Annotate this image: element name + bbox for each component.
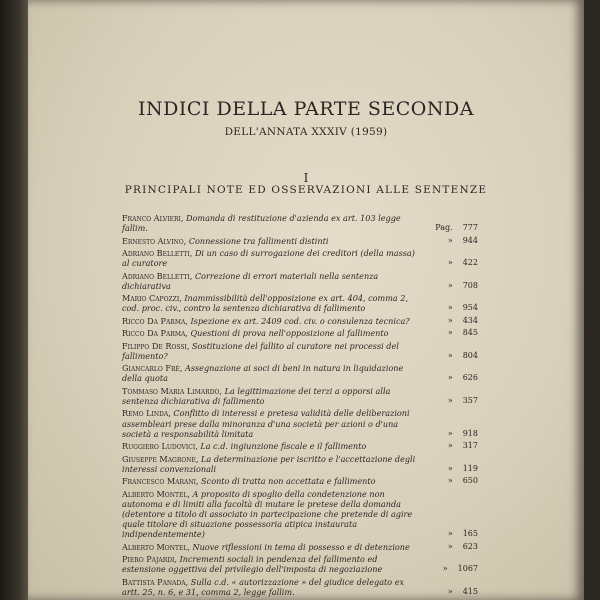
entry-page-mark: » (447, 280, 453, 290)
entry-page-number: 422 (462, 258, 478, 268)
entry-title: Connessione tra fallimenti distinti (188, 235, 329, 246)
entry-page-mark: » (442, 564, 448, 574)
index-entry (122, 542, 478, 552)
entry-page-number: 804 (462, 350, 478, 360)
entry-page-number: 119 (462, 463, 478, 473)
entry-title: Di un caso di surrogazione dei creditori (della massa) al curatore (122, 247, 415, 269)
index-entry (122, 454, 478, 474)
entry-page-number: 415 (462, 586, 478, 596)
entry-page-ref (422, 441, 478, 451)
entry-title: Domanda di restituzione d'azienda ex art. 103 legge fallim. (122, 213, 401, 234)
entry-page-ref (422, 396, 478, 406)
entry-page-number: 1067 (457, 564, 478, 574)
index-entry (122, 489, 478, 540)
entry-page-ref (422, 529, 478, 539)
entry-title: Sostituzione del fallito al curatore nei processi del fallimento? (122, 340, 399, 361)
entry-page-ref (422, 464, 478, 474)
page-title: INDICI DELLA PARTE SECONDA (138, 98, 474, 120)
entry-page-mark: » (447, 350, 453, 360)
entry-page-number: 944 (462, 235, 478, 245)
entry-page-ref (422, 587, 478, 597)
entry-title: Inammissibilità dell'opposizione ex art. 404, comma 2, cod. proc. civ., contro la sentenza dichiarativa di fallimento (122, 293, 409, 314)
index-entry (122, 386, 478, 406)
entry-page-number: 650 (462, 476, 478, 486)
index-entry (122, 316, 478, 326)
entry-page-ref (422, 303, 478, 313)
entry-author: Alberto Montel, (122, 541, 190, 552)
entry-author: Franco Alvieri, (122, 213, 184, 223)
entry-page-ref (422, 476, 478, 486)
entry-page-ref (422, 223, 478, 233)
entry-author: Adriano Belletti, (122, 247, 193, 258)
entry-author: Piero Pajardi, (122, 554, 177, 565)
entry-page-mark: » (447, 463, 453, 473)
entry-page-ref (422, 429, 478, 439)
entry-title: Conflitto di interessi e pretesa validità delle deliberazioni assembleari prese dalla minoranza d'una società per azioni o d'una società a responsabilità limitata (122, 408, 410, 439)
entry-author: Giancarlo Frè, (122, 363, 183, 374)
index-entry (122, 341, 478, 361)
entry-page-mark: » (447, 258, 453, 268)
entry-page-mark: » (447, 476, 453, 486)
index-entry (122, 271, 478, 291)
entry-page-ref (422, 328, 478, 338)
entry-page-mark: » (447, 428, 453, 438)
entry-title: Nuove riflessioni in tema di possesso e di detenzione (192, 541, 410, 552)
entry-author: Alberto Montel, (122, 488, 190, 499)
entry-page-ref (422, 281, 478, 291)
entry-title: Correzione di errori materiali nella sentenza dichiarativa (122, 270, 379, 291)
entry-author: Ernesto Alvino, (122, 235, 187, 246)
entry-page-number: 918 (462, 428, 478, 438)
book-page (28, 0, 584, 600)
entry-page-number: 357 (462, 395, 478, 405)
section-number: I (303, 171, 309, 185)
entry-page-ref (422, 351, 478, 361)
entry-page-ref (422, 236, 478, 246)
book-spine-shadow (0, 0, 28, 600)
entry-title: Incrementi sociali in pendenza del fallimento ed estensione oggettiva del privilegio dell'imposta di negoziazione (122, 554, 383, 575)
index-entry (122, 236, 478, 246)
entry-author: Battista Panada, (122, 576, 189, 587)
entry-title: Sulla c.d. « autorizzazione » del giudice delegato ex artt. 25, n. 6, e 31, comma 2, legge fallim. (122, 576, 405, 597)
entry-author: Filippo De Rossi, (122, 340, 190, 351)
entry-page-ref (422, 564, 478, 574)
entry-page-mark: » (447, 441, 453, 451)
entry-author: Giuseppe Magrone, (122, 453, 199, 464)
entry-title: La determinazione per iscritto e l'accettazione degli interessi convenzionali (122, 453, 416, 474)
entry-author: Francesco Marani, (122, 476, 199, 487)
entry-page-ref (422, 316, 478, 326)
entry-page-mark: » (447, 303, 453, 313)
entry-author: Tommaso Maria Limardo, (122, 385, 222, 396)
entry-author: Mario Capozzi, (122, 293, 182, 304)
entry-page-number: 434 (462, 315, 478, 325)
index-entry (122, 408, 478, 439)
index-entry (122, 441, 478, 451)
entry-page-number: 317 (462, 441, 478, 451)
section-title: PRINCIPALI NOTE ED OSSERVAZIONI ALLE SENTENZE (124, 184, 488, 196)
entry-page-number: 777 (462, 223, 478, 233)
index-entry (122, 248, 478, 268)
entry-page-number: 845 (462, 328, 478, 338)
entry-title: Assegnazione ai soci di beni in natura in liquidazione della quota (122, 363, 404, 384)
index-entry (122, 554, 478, 574)
entry-author: Ricco Da Parma, (122, 328, 188, 339)
entry-author: Adriano Belletti, (122, 270, 193, 281)
entry-page-ref (422, 542, 478, 552)
entry-page-mark: » (447, 529, 453, 539)
entry-page-number: 165 (462, 529, 478, 539)
entry-author: Remo Linda, (122, 408, 171, 419)
entry-page-mark: » (447, 586, 453, 596)
entry-title: La c.d. ingiunzione fiscale e il fallimento (200, 441, 367, 452)
entry-page-mark: » (447, 395, 453, 405)
index-list (122, 213, 478, 599)
entry-page-mark: » (447, 373, 453, 383)
index-entry (122, 363, 478, 383)
index-entry (122, 577, 478, 597)
entry-page-ref (422, 373, 478, 383)
entry-title: Ispezione ex art. 2409 cod. civ. o consulenza tecnica? (190, 315, 410, 326)
entry-title: Sconto di tratta non accettata e fallimento (201, 476, 376, 487)
entry-title: La legittimazione dei terzi a opporsi alla sentenza dichiarativa di fallimento (122, 385, 391, 406)
index-entry (122, 476, 478, 486)
entry-author: Ruggiero Ludovici, (122, 441, 198, 452)
entry-title: A proposito di spoglio della condetenzione non autonoma e di limiti alla facoltà di mutare le pretese della domanda (detentore a titolo di associato in partecipazione che pretende di agire quale titolare di situazione possessoria atipica instaurata indipendentemente) (122, 488, 413, 540)
index-entry (122, 293, 478, 313)
entry-page-number: 626 (462, 373, 478, 383)
entry-page-mark: Pag. (435, 223, 453, 233)
entry-page-mark: » (447, 235, 453, 245)
entry-page-mark: » (447, 541, 453, 551)
entry-author: Ricco Da Parma, (122, 315, 188, 326)
entry-title: Questioni di prova nell'opposizione al fallimento (190, 328, 389, 339)
index-entry (122, 213, 478, 233)
entry-page-ref (422, 258, 478, 268)
page-subtitle: DELL'ANNATA XXXIV (1959) (224, 126, 388, 138)
entry-page-mark: » (447, 315, 453, 325)
entry-page-number: 708 (462, 280, 478, 290)
entry-page-number: 954 (462, 303, 478, 313)
index-entry (122, 328, 478, 338)
entry-page-number: 623 (462, 541, 478, 551)
entry-page-mark: » (447, 328, 453, 338)
